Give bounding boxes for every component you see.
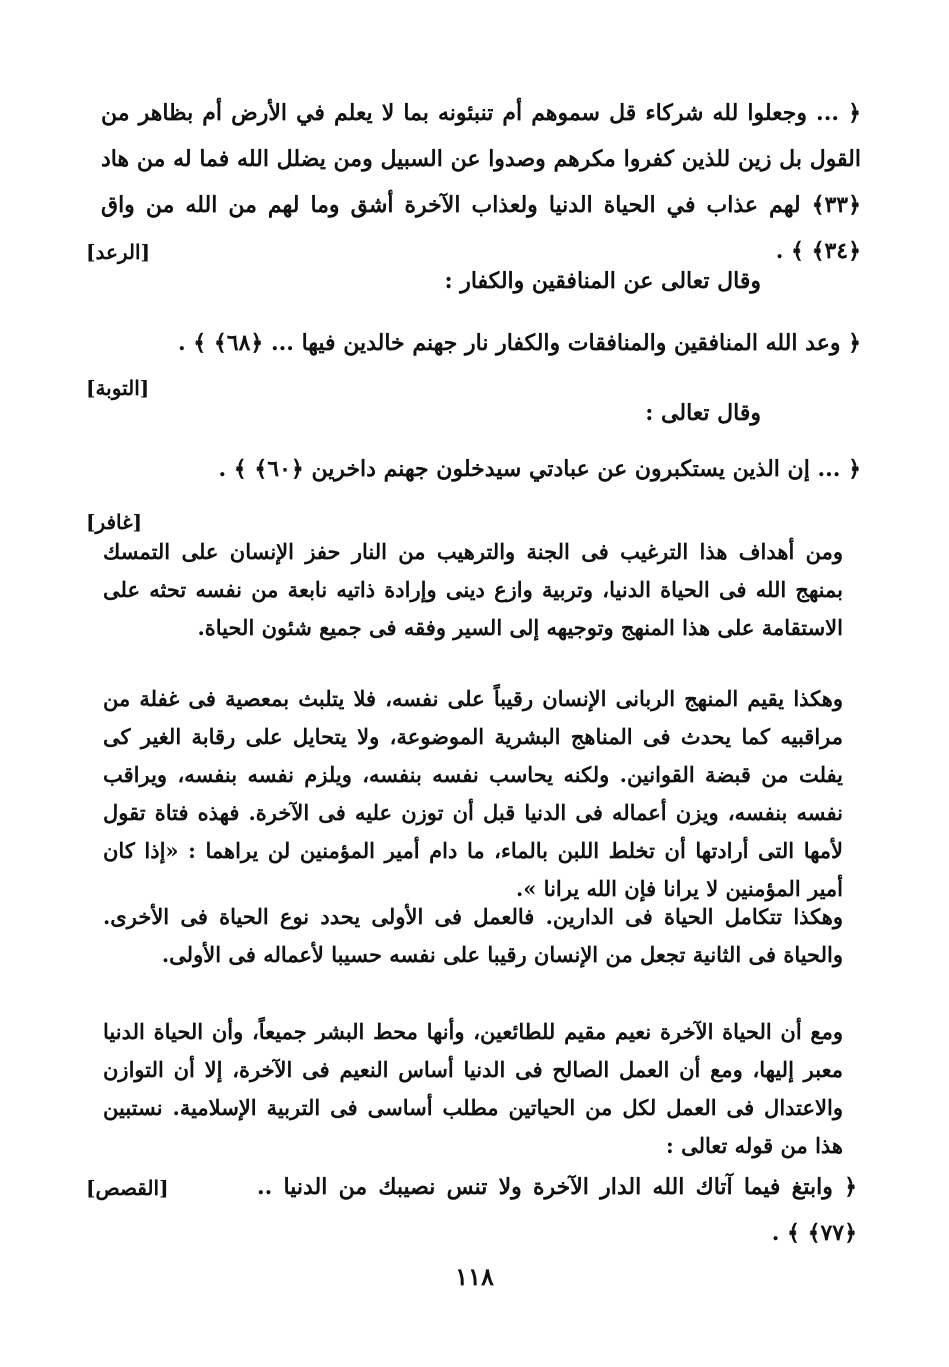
intro-line-hypocrites: وقال تعالى عن المنافقين والكفار : — [444, 268, 761, 294]
surah-reference-qasas: [القصص] — [86, 1176, 169, 1200]
paragraph-self-watch: وهكذا يقيم المنهج الربانى الإنسان رقيباً على نفسه، فلا يتلبث بمعصية فى غفلة من مراقبيه كما يحدث فى المناهج البشرية الموضوعة، ولا يتحايل على رقابة الغير كى يفلت من قبضة القوانين. ولكنه يحاسب نفسه بنفسه، ويلزم نفسه بنفسه، ويراقب نفسه بنفسه، ويزن أعماله فى الدنيا قبل أن توزن عليه فى الآخرة. فهذه فتاة تقول لأمها التى أرادتها أن تخلط اللبن بالماء، ما دام أمير المؤمنين لن يراهما : «إذا كان أمير المؤمنين لا يرانا فإن الله يرانا ». — [103, 686, 843, 901]
intro-line-said: وقال تعالى : — [645, 400, 761, 426]
quran-verse-ghafir: ﴿ ... إن الذين يستكبرون عن عبادتي سيدخلون جهنم داخرين ﴿٦٠﴾ ﴾ . — [218, 456, 861, 482]
paragraph-balance: ومع أن الحياة الآخرة نعيم مقيم للطائعين، وأنها محط البشر جميعاً، وأن الحياة الدنيا معبر إليها، ومع أن العمل الصالح فى الدنيا أساس النعيم فى الآخرة، إلا أن التوازن والاعتدال فى العمل لكل من الحياتين مطلب أساسى فى التربية الإسلامية. نستبين هذا من قوله تعالى : — [103, 1019, 843, 1158]
page-number: ١١٨ — [455, 1262, 494, 1291]
quran-verse-tawbah: ﴿ وعد الله المنافقين والمنافقات والكفار نار جهنم خالدين فيها ... ﴿٦٨﴾ ﴾ . — [177, 330, 861, 356]
surah-reference-tawbah: [التوبة] — [86, 376, 150, 400]
paragraph-goals: ومن أهداف هذا الترغيب فى الجنة والترهيب من النار حفز الإنسان على التمسك بمنهج الله فى الحياة الدنيا، وتربية وازع دينى وإرادة ذاتيه نابعة من نفسه تحثه على الاستقامة على هذا المنهج وتوجيهه إلى السير وفقه فى جميع شئون الحياة. — [103, 539, 843, 640]
quran-verse-raad: ﴿ ... وجعلوا لله شركاء قل سموهم أم تنبئونه بما لا يعلم في الأرض أم بظاهر من القول بل زين للذين كفروا مكرهم وصدوا عن السبيل ومن يضلل الله فما له من هاد ﴿٣٣﴾ لهم عذاب في الحياة الدنيا ولعذاب الآخرة أشق وما لهم من الله من واق ﴿٣٤﴾ ﴾ . — [101, 100, 861, 264]
paragraph-two-lives: وهكذا تتكامل الحياة فى الدارين. فالعمل فى الأولى يحدد نوع الحياة فى الأخرى. والحياة فى الثانية تجعل من الإنسان رقيبا على نفسه حسيبا لأعماله فى الأولى. — [103, 904, 843, 967]
quran-verse-qasas: ﴿ وابتغ فيما آتاك الله الدار الآخرة ولا تنس نصيبك من الدنيا .. ﴿٧٧﴾ ﴾ . — [257, 1174, 857, 1246]
surah-reference-raad: [الرعد] — [86, 240, 151, 264]
surah-reference-ghafir: [غافر] — [86, 510, 143, 534]
